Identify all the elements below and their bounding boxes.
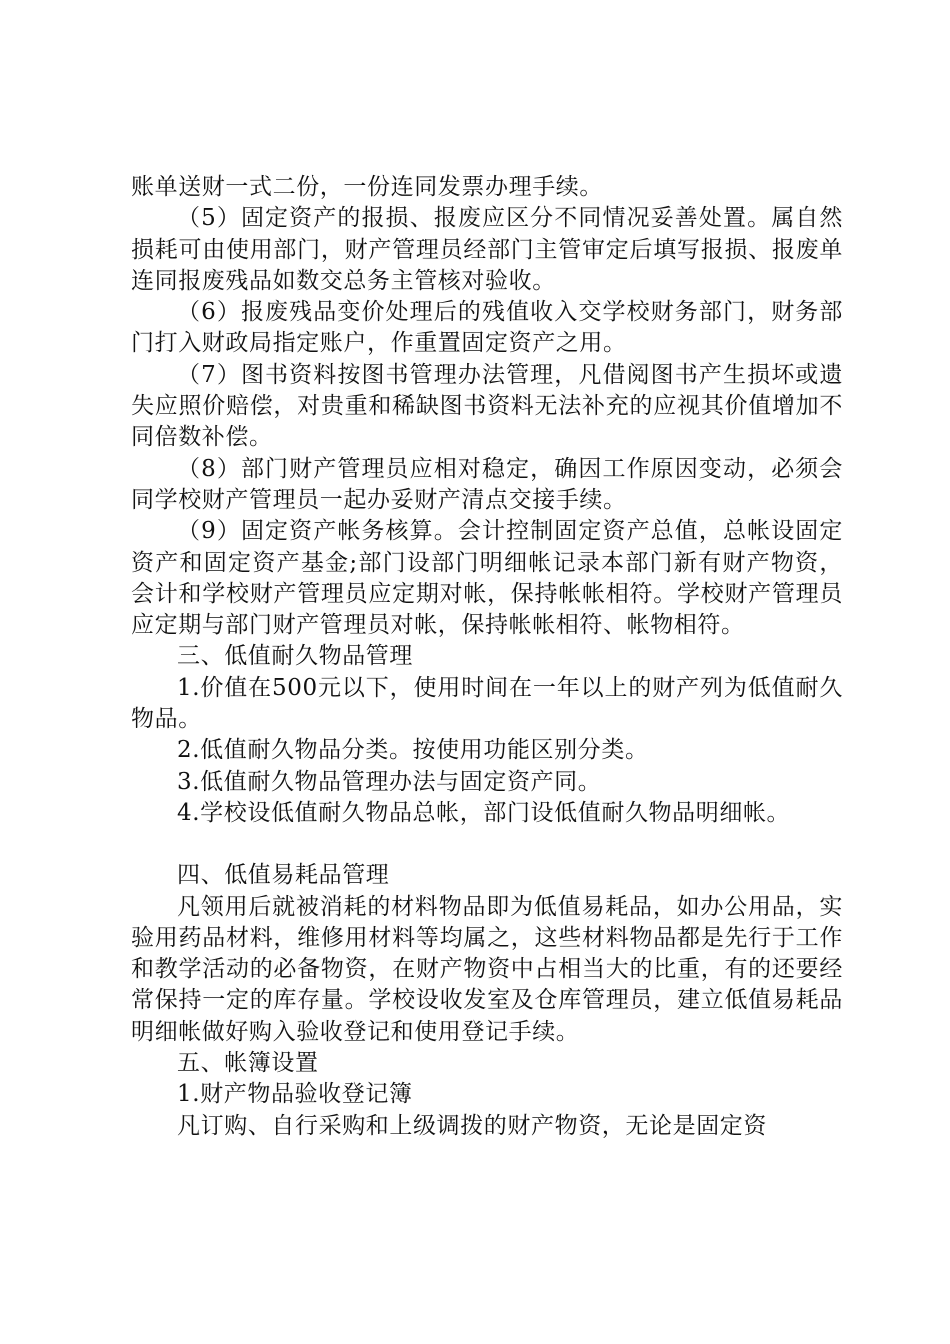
paragraph: （8）部门财产管理员应相对稳定，确因工作原因变动，必须会同学校财产管理员一起办妥财产清点交接手续。 xyxy=(131,455,843,513)
list-item: 1.财产物品验收登记簿 xyxy=(177,1081,413,1108)
list-item: 2.低值耐久物品分类。按使用功能区别分类。 xyxy=(177,737,649,764)
document-body xyxy=(131,172,843,1142)
paragraph: （7）图书资料按图书管理办法管理，凡借阅图书产生损坏或遗失应照价赔偿，对贵重和稀缺图书资料无法补充的应视其价值增加不同倍数补偿。 xyxy=(131,361,843,451)
list-item: 3.低值耐久物品管理办法与固定资产同。 xyxy=(177,768,602,795)
paragraph: （5）固定资产的报损、报废应区分不同情况妥善处置。属自然损耗可由使用部门，财产管理员经部门主管审定后填写报损、报废单连同报废残品如数交总务主管核对验收。 xyxy=(131,205,843,294)
paragraph: 凡领用后就被消耗的材料物品即为低值易耗品，如办公用品，实验用药品材料，维修用材料等均属之，这些材料物品都是先行于工作和教学活动的必备物资，在财产物资中占相当大的比重，有的还要经常保持一定的库存量。学校设收发室及仓库管理员，建立低值易耗品明细帐做好购入验收登记和使用登记手续。 xyxy=(131,893,843,1045)
paragraph: 账单送财一式二份，一份连同发票办理手续。 xyxy=(131,174,603,200)
list-item: 1.价值在500元以下，使用时间在一年以上的财产列为低值耐久物品。 xyxy=(131,674,843,733)
paragraph: （9）固定资产帐务核算。会计控制固定资产总值，总帐设固定资产和固定资产基金;部门设部门明细帐记录本部门新有财产物资，会计和学校财产管理员应定期对帐，保持帐帐相符。学校财产管理员应定期与部门财产管理员对帐，保持帐帐相符、帐物相符。 xyxy=(131,518,843,639)
paragraph: （6）报废残品变价处理后的残值收入交学校财务部门，财务部门打入财政局指定账户，作重置固定资产之用。 xyxy=(131,299,843,357)
list-item: 4.学校设低值耐久物品总帐，部门设低值耐久物品明细帐。 xyxy=(177,799,791,826)
paragraph: 凡订购、自行采购和上级调拨的财产物资，无论是固定资 xyxy=(177,1112,767,1139)
section-heading: 三、低值耐久物品管理 xyxy=(177,643,413,670)
section-heading: 五、帐簿设置 xyxy=(177,1050,319,1077)
section-heading: 四、低值易耗品管理 xyxy=(177,862,390,889)
blank-line xyxy=(131,829,843,860)
